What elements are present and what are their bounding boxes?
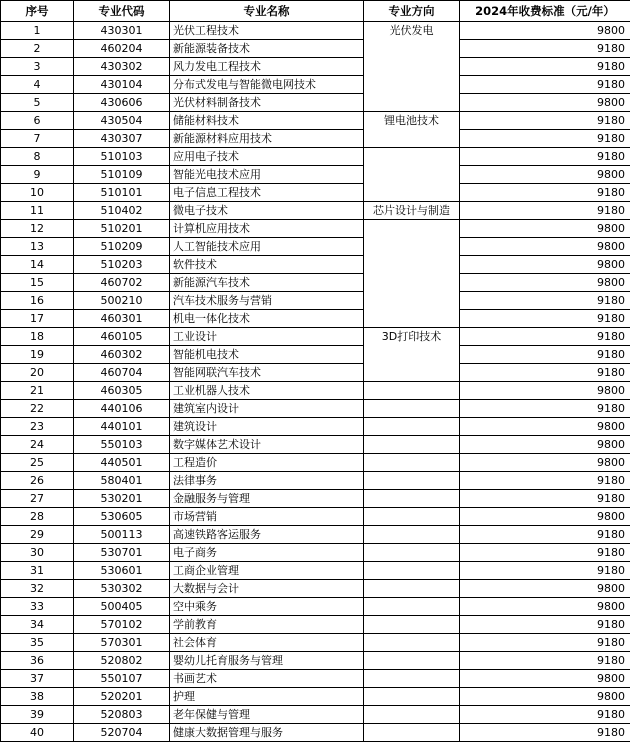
cell-fee: 9180 (460, 310, 630, 328)
cell-code: 570301 (74, 634, 170, 652)
cell-code: 460204 (74, 40, 170, 58)
table-row (1, 130, 630, 148)
cell-index: 18 (1, 328, 74, 346)
cell-index: 8 (1, 148, 74, 166)
cell-fee: 9180 (460, 328, 630, 346)
cell-index: 28 (1, 508, 74, 526)
cell-code: 570102 (74, 616, 170, 634)
cell-code: 430307 (74, 130, 170, 148)
cell-name: 老年保健与管理 (170, 706, 364, 724)
cell-name: 市场营销 (170, 508, 364, 526)
cell-fee: 9800 (460, 166, 630, 184)
cell-code: 440106 (74, 400, 170, 418)
cell-direction (364, 472, 460, 490)
cell-direction (364, 562, 460, 580)
cell-index: 15 (1, 274, 74, 292)
cell-index: 4 (1, 76, 74, 94)
cell-index: 23 (1, 418, 74, 436)
cell-name: 机电一体化技术 (170, 310, 364, 328)
cell-fee: 9180 (460, 202, 630, 220)
header-fee: 2024年收费标准（元/年） (460, 1, 630, 22)
cell-name: 电子信息工程技术 (170, 184, 364, 202)
cell-code: 440501 (74, 454, 170, 472)
table-row (1, 256, 630, 274)
table-row (1, 292, 630, 310)
table-row (1, 76, 630, 94)
cell-code: 460702 (74, 274, 170, 292)
cell-code: 520803 (74, 706, 170, 724)
cell-direction (364, 526, 460, 544)
cell-name: 学前教育 (170, 616, 364, 634)
cell-fee: 9180 (460, 544, 630, 562)
cell-index: 34 (1, 616, 74, 634)
cell-code: 520704 (74, 724, 170, 742)
cell-name: 工商企业管理 (170, 562, 364, 580)
cell-code: 440101 (74, 418, 170, 436)
cell-index: 9 (1, 166, 74, 184)
cell-index: 37 (1, 670, 74, 688)
cell-fee: 9180 (460, 130, 630, 148)
table-row (1, 220, 630, 238)
cell-code: 550103 (74, 436, 170, 454)
cell-fee: 9180 (460, 76, 630, 94)
cell-code: 510101 (74, 184, 170, 202)
cell-name: 健康大数据管理与服务 (170, 724, 364, 742)
cell-name: 工业设计 (170, 328, 364, 346)
cell-fee: 9180 (460, 112, 630, 130)
cell-fee: 9180 (460, 292, 630, 310)
cell-code: 460301 (74, 310, 170, 328)
table-row (1, 238, 630, 256)
cell-fee: 9180 (460, 346, 630, 364)
cell-name: 智能光电技术应用 (170, 166, 364, 184)
cell-index: 13 (1, 238, 74, 256)
cell-name: 社会体育 (170, 634, 364, 652)
cell-fee: 9180 (460, 184, 630, 202)
cell-fee: 9800 (460, 454, 630, 472)
cell-name: 软件技术 (170, 256, 364, 274)
cell-code: 430504 (74, 112, 170, 130)
cell-code: 530601 (74, 562, 170, 580)
cell-fee: 9180 (460, 58, 630, 76)
cell-index: 6 (1, 112, 74, 130)
cell-direction (364, 724, 460, 742)
cell-index: 1 (1, 22, 74, 40)
table-row (1, 58, 630, 76)
cell-index: 26 (1, 472, 74, 490)
cell-direction: 芯片设计与制造 (364, 202, 460, 220)
cell-name: 分布式发电与智能微电网技术 (170, 76, 364, 94)
cell-code: 500113 (74, 526, 170, 544)
cell-fee: 9180 (460, 652, 630, 670)
cell-direction (364, 706, 460, 724)
cell-name: 新能源装备技术 (170, 40, 364, 58)
header-code: 专业代码 (74, 1, 170, 22)
cell-index: 40 (1, 724, 74, 742)
cell-fee: 9800 (460, 670, 630, 688)
table-row (1, 346, 630, 364)
cell-fee: 9800 (460, 256, 630, 274)
cell-name: 工程造价 (170, 454, 364, 472)
cell-index: 31 (1, 562, 74, 580)
cell-code: 460302 (74, 346, 170, 364)
cell-fee: 9180 (460, 562, 630, 580)
cell-index: 19 (1, 346, 74, 364)
cell-fee: 9180 (460, 616, 630, 634)
table-row (1, 310, 630, 328)
table-row (1, 328, 630, 346)
cell-name: 书画艺术 (170, 670, 364, 688)
table-row (1, 598, 630, 616)
header-direction: 专业方向 (364, 1, 460, 22)
table-row (1, 274, 630, 292)
table-row (1, 490, 630, 508)
cell-direction (364, 544, 460, 562)
cell-code: 430606 (74, 94, 170, 112)
cell-name: 计算机应用技术 (170, 220, 364, 238)
cell-fee: 9180 (460, 472, 630, 490)
cell-code: 510203 (74, 256, 170, 274)
cell-code: 550107 (74, 670, 170, 688)
cell-name: 电子商务 (170, 544, 364, 562)
cell-index: 10 (1, 184, 74, 202)
cell-fee: 9180 (460, 148, 630, 166)
cell-code: 510109 (74, 166, 170, 184)
table-body (1, 22, 630, 742)
cell-fee: 9800 (460, 382, 630, 400)
cell-code: 510201 (74, 220, 170, 238)
cell-name: 法律事务 (170, 472, 364, 490)
cell-fee: 9180 (460, 490, 630, 508)
cell-code: 530201 (74, 490, 170, 508)
cell-name: 数字媒体艺术设计 (170, 436, 364, 454)
table-row (1, 562, 630, 580)
cell-fee: 9800 (460, 580, 630, 598)
cell-direction (364, 652, 460, 670)
cell-direction: 光伏发电 (364, 22, 460, 112)
cell-direction: 锂电池技术 (364, 112, 460, 148)
cell-fee: 9800 (460, 220, 630, 238)
cell-index: 22 (1, 400, 74, 418)
cell-direction (364, 580, 460, 598)
cell-name: 护理 (170, 688, 364, 706)
cell-index: 5 (1, 94, 74, 112)
table-row (1, 382, 630, 400)
cell-direction: 3D打印技术 (364, 328, 460, 382)
cell-name: 光伏工程技术 (170, 22, 364, 40)
cell-fee: 9180 (460, 724, 630, 742)
table-row (1, 670, 630, 688)
table-row (1, 508, 630, 526)
cell-fee: 9800 (460, 94, 630, 112)
cell-code: 580401 (74, 472, 170, 490)
cell-name: 空中乘务 (170, 598, 364, 616)
cell-code: 510209 (74, 238, 170, 256)
cell-index: 35 (1, 634, 74, 652)
cell-index: 36 (1, 652, 74, 670)
table-row (1, 166, 630, 184)
cell-direction (364, 688, 460, 706)
cell-direction (364, 436, 460, 454)
cell-code: 500405 (74, 598, 170, 616)
cell-name: 工业机器人技术 (170, 382, 364, 400)
table-row (1, 472, 630, 490)
cell-name: 微电子技术 (170, 202, 364, 220)
cell-direction (364, 508, 460, 526)
cell-name: 光伏材料制备技术 (170, 94, 364, 112)
cell-fee: 9800 (460, 436, 630, 454)
table-row (1, 652, 630, 670)
cell-fee: 9180 (460, 526, 630, 544)
cell-code: 520201 (74, 688, 170, 706)
cell-name: 大数据与会计 (170, 580, 364, 598)
cell-code: 430104 (74, 76, 170, 94)
table-row (1, 580, 630, 598)
cell-name: 婴幼儿托育服务与管理 (170, 652, 364, 670)
cell-direction (364, 634, 460, 652)
table-row (1, 706, 630, 724)
table-row (1, 148, 630, 166)
cell-index: 16 (1, 292, 74, 310)
cell-fee: 9800 (460, 598, 630, 616)
cell-fee: 9800 (460, 274, 630, 292)
cell-index: 29 (1, 526, 74, 544)
cell-index: 27 (1, 490, 74, 508)
cell-fee: 9180 (460, 400, 630, 418)
cell-code: 530302 (74, 580, 170, 598)
table-row (1, 184, 630, 202)
cell-code: 530605 (74, 508, 170, 526)
cell-code: 510103 (74, 148, 170, 166)
cell-index: 14 (1, 256, 74, 274)
cell-code: 530701 (74, 544, 170, 562)
table-row (1, 202, 630, 220)
cell-index: 20 (1, 364, 74, 382)
cell-code: 430301 (74, 22, 170, 40)
cell-index: 24 (1, 436, 74, 454)
cell-code: 500210 (74, 292, 170, 310)
table-row (1, 436, 630, 454)
cell-name: 储能材料技术 (170, 112, 364, 130)
table-row (1, 724, 630, 742)
table-row (1, 94, 630, 112)
cell-name: 智能网联汽车技术 (170, 364, 364, 382)
header-index: 序号 (1, 1, 74, 22)
cell-direction (364, 382, 460, 400)
table-row (1, 364, 630, 382)
cell-name: 风力发电工程技术 (170, 58, 364, 76)
cell-direction (364, 490, 460, 508)
table-row (1, 454, 630, 472)
table-row (1, 634, 630, 652)
table-row (1, 418, 630, 436)
cell-name: 智能机电技术 (170, 346, 364, 364)
cell-code: 430302 (74, 58, 170, 76)
cell-name: 建筑室内设计 (170, 400, 364, 418)
cell-direction (364, 220, 460, 328)
cell-index: 33 (1, 598, 74, 616)
table-row (1, 526, 630, 544)
cell-index: 12 (1, 220, 74, 238)
cell-index: 39 (1, 706, 74, 724)
header-name: 专业名称 (170, 1, 364, 22)
cell-name: 建筑设计 (170, 418, 364, 436)
cell-index: 30 (1, 544, 74, 562)
cell-fee: 9800 (460, 508, 630, 526)
cell-index: 7 (1, 130, 74, 148)
cell-name: 新能源汽车技术 (170, 274, 364, 292)
cell-fee: 9800 (460, 238, 630, 256)
cell-fee: 9180 (460, 364, 630, 382)
cell-name: 汽车技术服务与营销 (170, 292, 364, 310)
table-row (1, 40, 630, 58)
cell-index: 25 (1, 454, 74, 472)
cell-fee: 9800 (460, 22, 630, 40)
cell-index: 3 (1, 58, 74, 76)
cell-index: 17 (1, 310, 74, 328)
cell-direction (364, 418, 460, 436)
table-row (1, 22, 630, 40)
cell-direction (364, 598, 460, 616)
cell-index: 2 (1, 40, 74, 58)
cell-fee: 9180 (460, 706, 630, 724)
cell-fee: 9800 (460, 688, 630, 706)
cell-name: 应用电子技术 (170, 148, 364, 166)
cell-fee: 9180 (460, 40, 630, 58)
cell-direction (364, 670, 460, 688)
cell-code: 520802 (74, 652, 170, 670)
cell-direction (364, 400, 460, 418)
cell-code: 460105 (74, 328, 170, 346)
cell-name: 高速铁路客运服务 (170, 526, 364, 544)
table-row (1, 112, 630, 130)
cell-index: 11 (1, 202, 74, 220)
cell-name: 金融服务与管理 (170, 490, 364, 508)
cell-name: 人工智能技术应用 (170, 238, 364, 256)
cell-direction (364, 616, 460, 634)
cell-direction (364, 454, 460, 472)
cell-index: 21 (1, 382, 74, 400)
header-row (1, 1, 630, 22)
table-row (1, 544, 630, 562)
cell-index: 32 (1, 580, 74, 598)
table-row (1, 616, 630, 634)
cell-fee: 9180 (460, 634, 630, 652)
cell-name: 新能源材料应用技术 (170, 130, 364, 148)
table-row (1, 688, 630, 706)
table-row (1, 400, 630, 418)
cell-code: 460305 (74, 382, 170, 400)
cell-direction (364, 148, 460, 202)
cell-index: 38 (1, 688, 74, 706)
cell-code: 460704 (74, 364, 170, 382)
cell-code: 510402 (74, 202, 170, 220)
cell-fee: 9800 (460, 418, 630, 436)
